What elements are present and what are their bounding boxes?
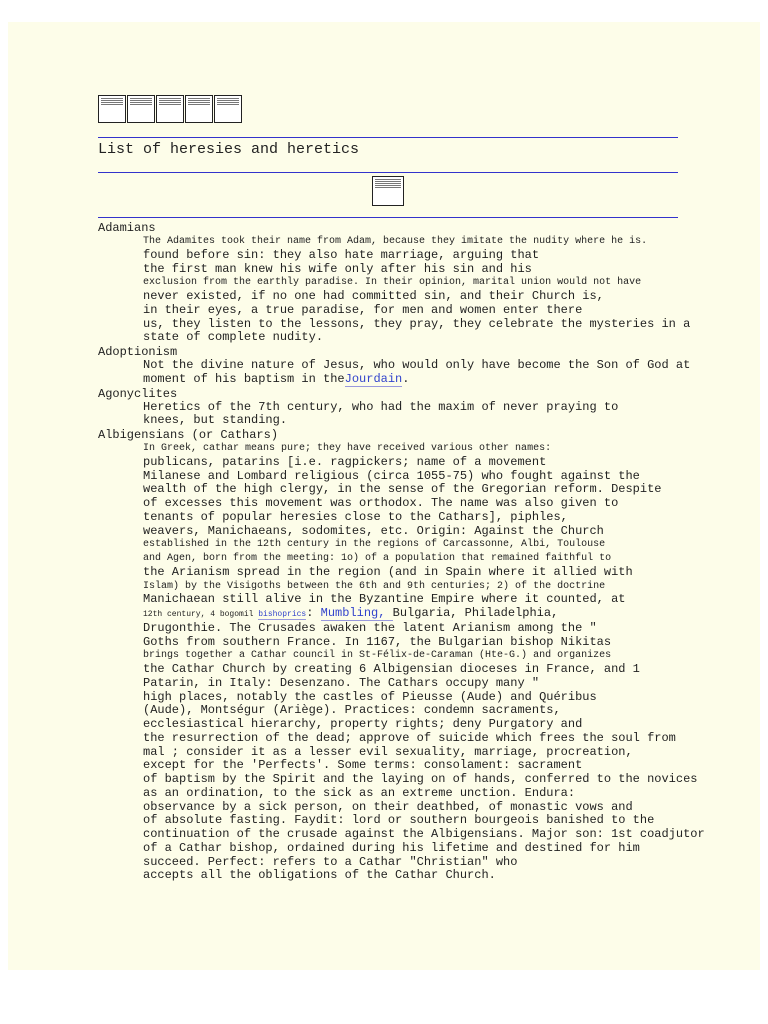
definition-line: mal ; consider it as a lesser evil sexuality, marriage, procreation, [143,744,633,759]
definition-line: of excesses this movement was orthodox. The name was also given to [143,496,619,510]
definition-line: except for the 'Perfects'. Some terms: consolament: sacrament [143,758,583,773]
page-title: List of heresies and heretics [98,141,360,158]
divider [98,217,678,218]
definition-line: Manichaean still alive in the Byzantine Empire where it counted, at [143,592,626,607]
definition-line: tenants of popular heresies close to the Cathars], piphles, [143,509,568,524]
glossary-definition [143,401,698,429]
definition-line: the resurrection of the dead; approve of suicide which frees the soul from [143,730,676,745]
glossary-term: Agonyclites [98,386,178,401]
line-text: : [306,606,321,620]
definition-line: as an ordination, to the sick as an extreme unction. Endura: [143,785,576,800]
definition-line: Milanese and Lombard religious (circa 1055-75) who fought against the [143,468,640,483]
definition-line: Islam) by the Visigoths between the 6th and 9th centuries; 2) of the doctrine [143,580,606,592]
glossary-term: Adamians [98,221,156,235]
definition-line: weavers, Manichaeans, sodomites, etc. Origin: Against the Church [143,523,604,538]
definition-line: in their eyes, a true paradise, for men and women enter there [143,302,583,317]
definition-line: of a Cathar bishop, ordained during his lifetime and destined for him [143,840,640,855]
definition-line: the first man knew his wife only after his sin and his [143,261,532,276]
inline-link[interactable]: Jourdain [344,371,403,386]
definition-line: the Cathar Church by creating 6 Albigensian dioceses in France, and 1 [143,662,640,676]
thumbnail-image[interactable] [185,95,213,123]
definition-line: found before sin: they also hate marriage, arguing that [143,247,540,262]
definition-line: In Greek, cathar means pure; they have received various other names: [143,443,552,454]
thumbnail-strip [98,95,242,125]
glossary-definition [143,359,698,387]
definition-line: the Arianism spread in the region (and in Spain where it allied with [143,564,633,579]
definition-line: established in the 12th century in the regions of Carcassonne, Albi, Toulouse [143,539,606,551]
definition-line: accepts all the obligations of the Cathar Church. [143,868,496,883]
line-text: . [402,371,410,386]
definition-line: wealth of the high clergy, in the sense of the Gregorian reform. Despite [143,482,662,497]
definition-line: and Agen, born from the meeting: 1o) of a population that remained faithful to [143,553,612,564]
definition-line: Drugonthie. The Crusades awaken the latent Arianism among the " [143,620,597,635]
definition-line: (Aude), Montségur (Ariège). Practices: condemn sacraments, [143,703,561,718]
definition-line: The Adamites took their name from Adam, because they imitate the nudity where he is. [143,236,648,247]
glossary-definition [143,442,705,883]
definition-line: continuation of the crusade against the Albigensians. Major son: 1st coadjutor [143,827,705,841]
divider [98,137,678,138]
line-text: 12th century, 4 bogomil [143,610,259,619]
definition-line: Patarin, in Italy: Desenzano. The Cathars occupy many " [143,675,540,690]
thumbnail-image[interactable] [98,95,126,123]
page-background [8,22,760,970]
definition-line: Not the divine nature of Jesus, who would only have become the Son of God at [143,358,691,372]
inline-link[interactable]: Mumbling, [320,606,393,620]
definition-line: ecclesiastical hierarchy, property rights; deny Purgatory and [143,717,583,731]
definition-line: brings together a Cathar council in St-Félix-de-Caraman (Hte-G.) and organizes [143,650,612,662]
center-thumbnail-image[interactable] [372,176,404,206]
glossary-definition [143,235,698,345]
definition-line: succeed. Perfect: refers to a Cathar "Christian" who [143,854,518,869]
definition-line: never existed, if no one had committed sin, and their Church is, [143,289,604,303]
definition-line: of baptism by the Spirit and the laying on of hands, conferred to the novices [143,772,698,786]
line-text: moment of his baptism in the [143,371,345,386]
thumbnail-image[interactable] [214,95,242,123]
definition-line: exclusion from the earthly paradise. In their opinion, marital union would not have [143,277,642,289]
definition-line: of absolute fasting. Faydit: lord or southern bourgeois banished to the [143,813,655,828]
line-text: Bulgaria, Philadelphia, [392,606,559,620]
glossary-list [98,221,705,883]
inline-link[interactable]: bishoprics [258,610,307,619]
definition-line: knees, but standing. [143,413,288,428]
definition-line: state of complete nudity. [143,330,324,345]
definition-line: observance by a sick person, on their deathbed, of monastic vows and [143,799,633,814]
definition-line [143,607,698,622]
definition-line: Goths from southern France. In 1167, the Bulgarian bishop Nikitas [143,634,612,649]
glossary-term: Adoptionism [98,345,178,359]
thumbnail-image[interactable] [156,95,184,123]
thumbnail-image[interactable] [127,95,155,123]
definition-line [143,373,698,387]
definition-line: high places, notably the castles of Pieusse (Aude) and Quéribus [143,689,597,704]
definition-line: publicans, patarins [i.e. ragpickers; name of a movement [143,454,547,469]
definition-line: us, they listen to the lessons, they pray, they celebrate the mysteries in a [143,316,691,331]
glossary-term: Albigensians (or Cathars) [98,428,279,442]
divider [98,172,678,173]
definition-line: Heretics of the 7th century, who had the maxim of never praying to [143,399,619,414]
